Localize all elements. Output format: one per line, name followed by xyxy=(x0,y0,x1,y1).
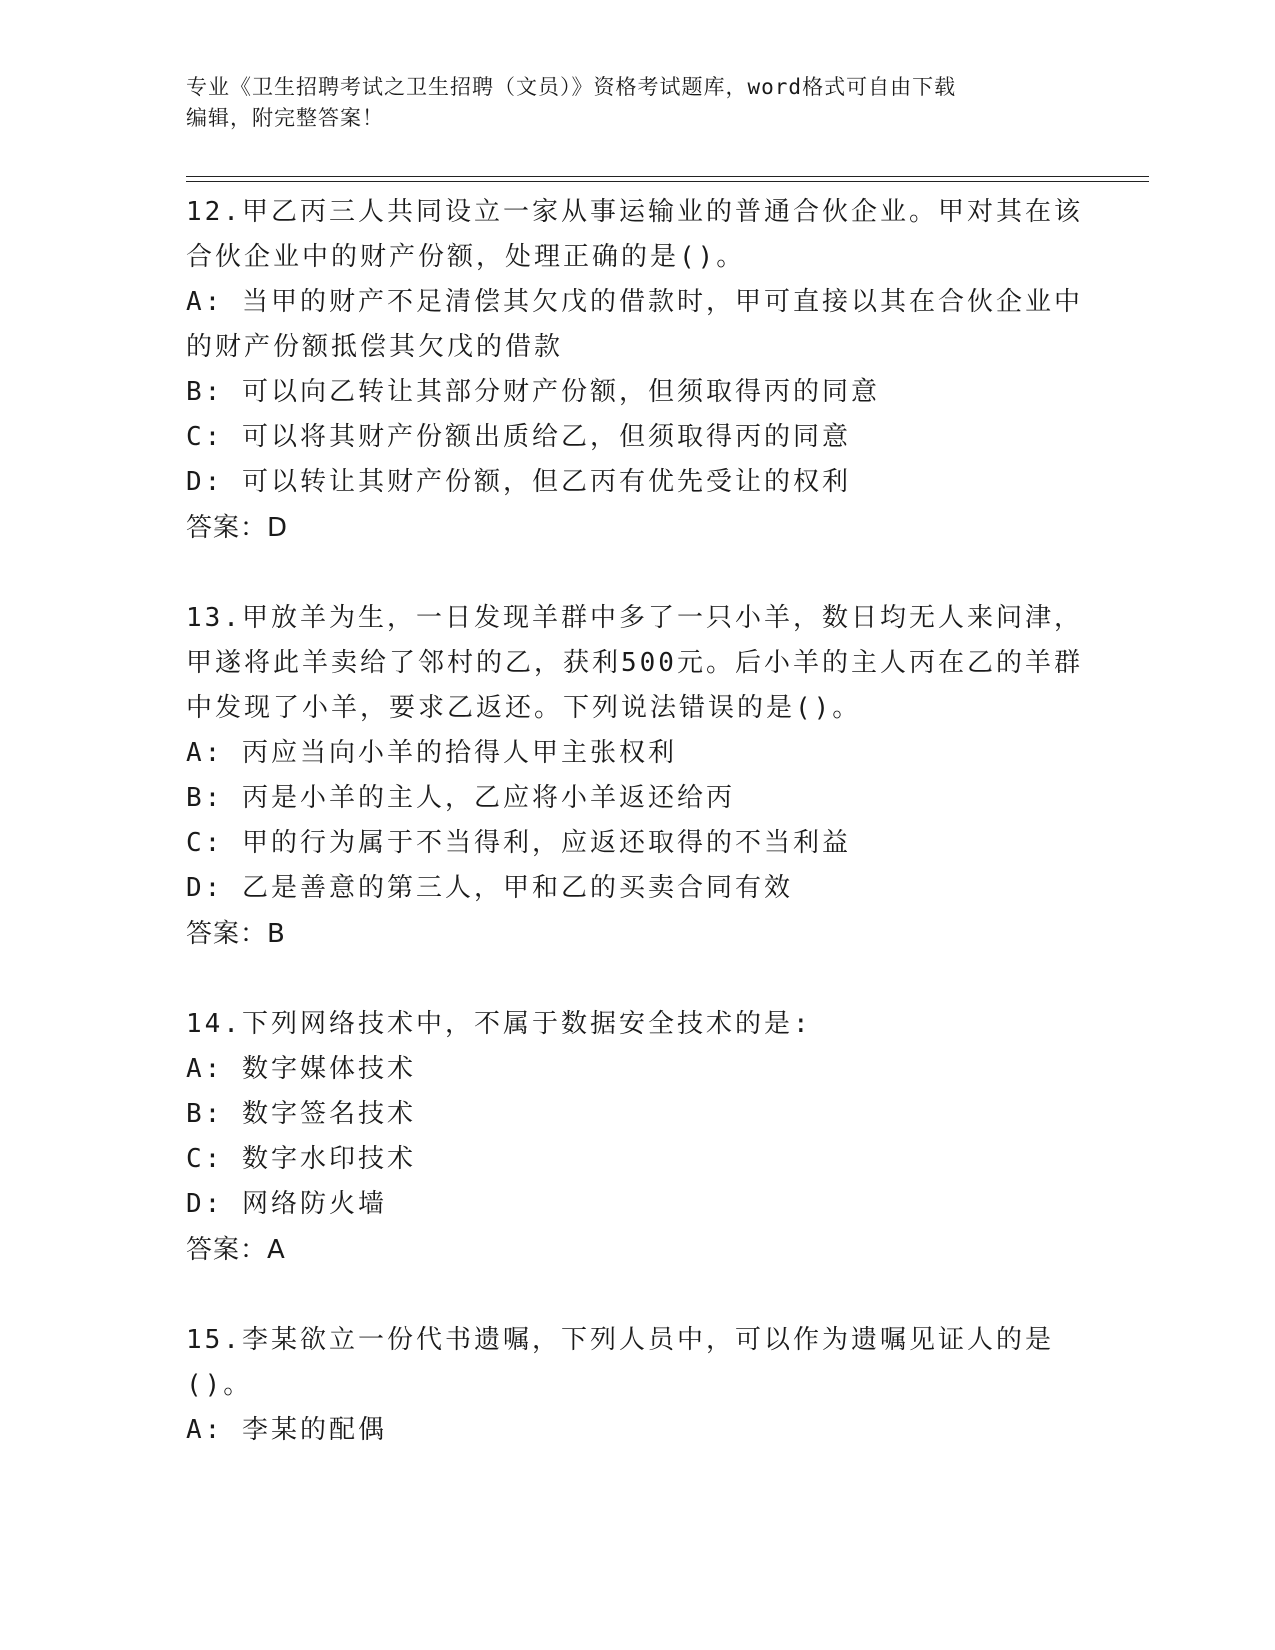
option-c: C: 甲的行为属于不当得利，应返还取得的不当利益 xyxy=(186,828,851,858)
option-d: D: 可以转让其财产份额，但乙丙有优先受让的权利 xyxy=(186,467,851,497)
answer: 答案：B xyxy=(186,919,286,949)
question-text: 15.李某欲立一份代书遗嘱，下列人员中，可以作为遗嘱见证人的是()。 xyxy=(186,1325,1054,1400)
option-a: A: 数字媒体技术 xyxy=(186,1054,416,1084)
question-14 xyxy=(186,1002,1086,1273)
header-line-2: 编辑，附完整答案！ xyxy=(186,106,384,130)
option-b: B: 可以向乙转让其部分财产份额，但须取得丙的同意 xyxy=(186,377,880,407)
option-c: C: 数字水印技术 xyxy=(186,1144,416,1174)
header-divider-bottom xyxy=(186,181,1149,182)
option-b: B: 丙是小羊的主人，乙应将小羊返还给丙 xyxy=(186,783,735,813)
option-a: A: 当甲的财产不足清偿其欠戊的借款时，甲可直接以其在合伙企业中的财产份额抵偿其欠戊的借款 xyxy=(186,287,1083,362)
option-d: D: 网络防火墙 xyxy=(186,1189,387,1219)
question-13 xyxy=(186,596,1086,957)
option-a: A: 丙应当向小羊的拾得人甲主张权利 xyxy=(186,738,677,768)
header-divider-top xyxy=(186,176,1149,177)
question-text: 12.甲乙丙三人共同设立一家从事运输业的普通合伙企业。甲对其在该合伙企业中的财产份额，处理正确的是()。 xyxy=(186,197,1083,272)
option-a: A: 李某的配偶 xyxy=(186,1415,387,1445)
header-line-1: 专业《卫生招聘考试之卫生招聘（文员）》资格考试题库，word格式可自由下载 xyxy=(186,75,957,99)
question-list xyxy=(186,190,1086,1498)
answer: 答案：D xyxy=(186,513,289,543)
question-text: 13.甲放羊为生，一日发现羊群中多了一只小羊，数日均无人来问津，甲遂将此羊卖给了邻村的乙，获利500元。后小羊的主人丙在乙的羊群中发现了小羊，要求乙返还。下列说法错误的是()。 xyxy=(186,603,1083,723)
option-c: C: 可以将其财产份额出质给乙，但须取得丙的同意 xyxy=(186,422,851,452)
document-header xyxy=(186,72,1086,134)
question-text: 14.下列网络技术中，不属于数据安全技术的是: xyxy=(186,1009,812,1039)
question-15 xyxy=(186,1318,1086,1453)
answer: 答案：A xyxy=(186,1235,286,1265)
option-d: D: 乙是善意的第三人，甲和乙的买卖合同有效 xyxy=(186,873,793,903)
option-b: B: 数字签名技术 xyxy=(186,1099,416,1129)
question-12 xyxy=(186,190,1086,551)
